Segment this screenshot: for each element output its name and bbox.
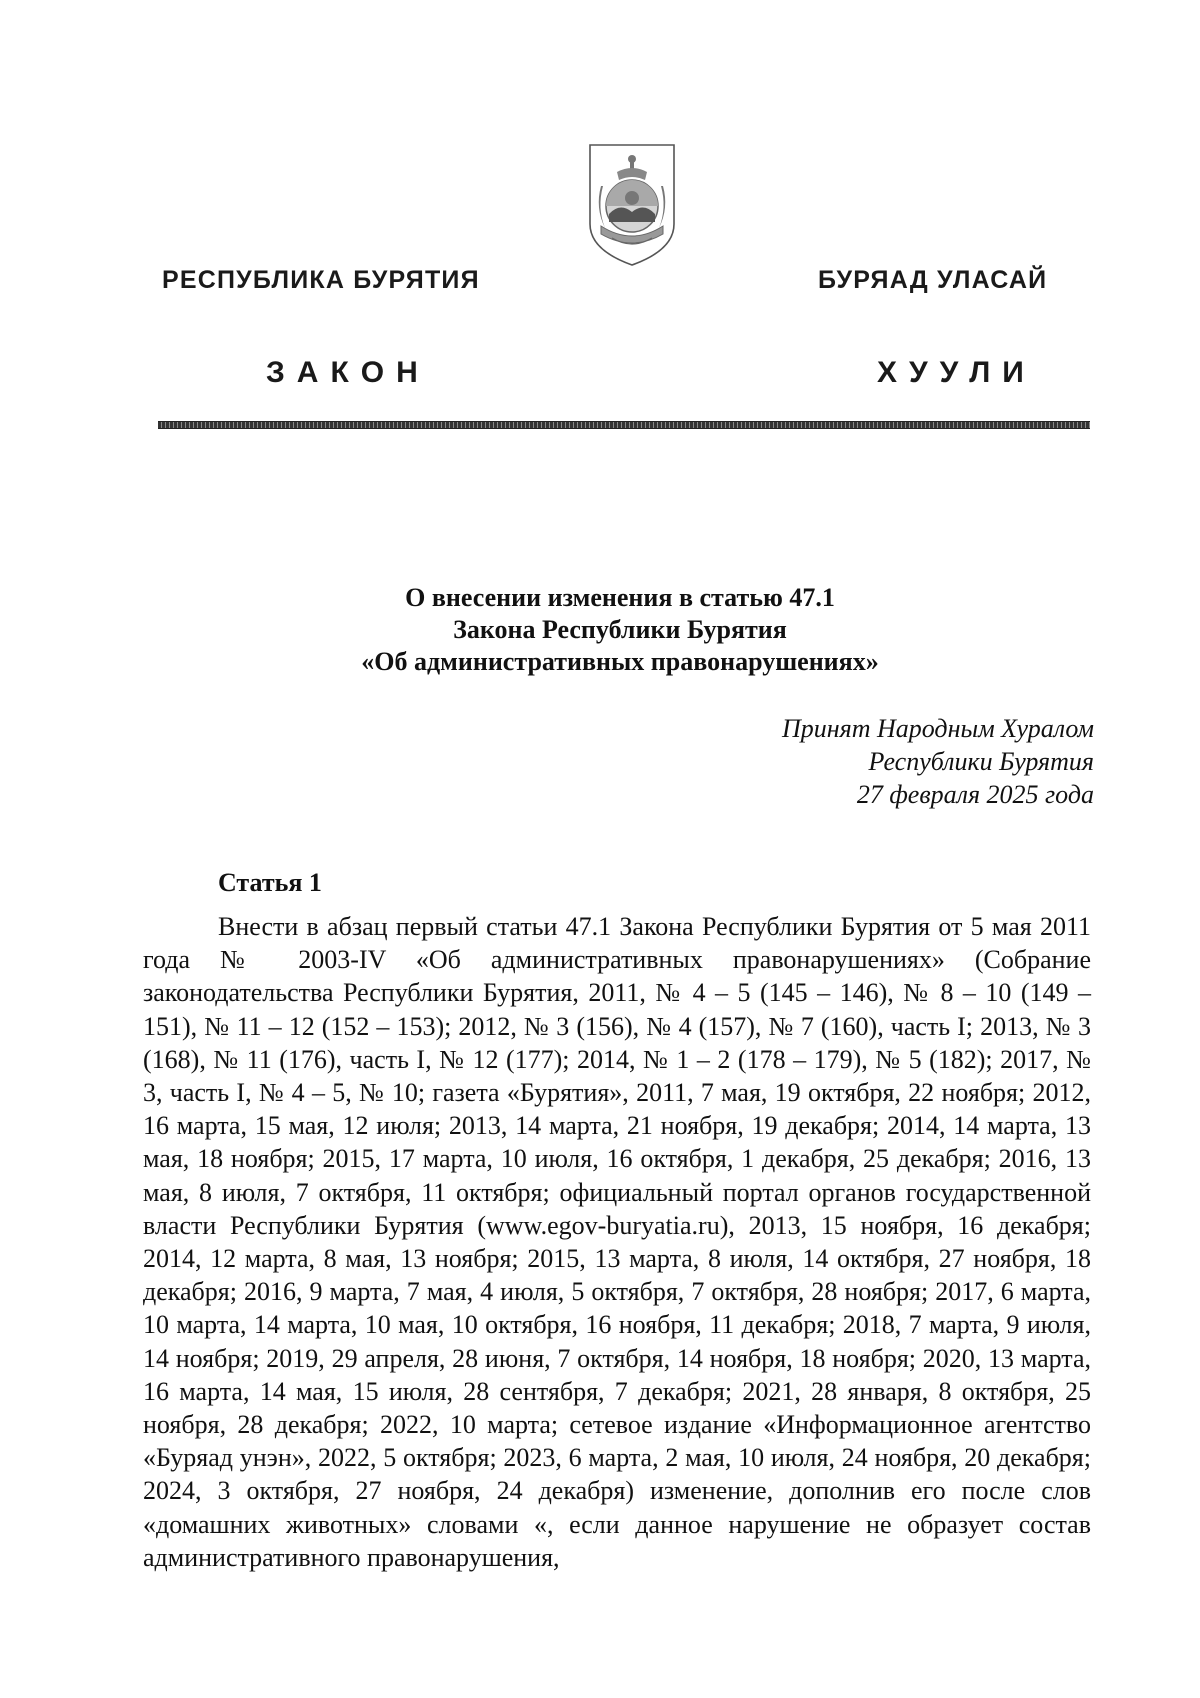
adoption-date: 27 февраля 2025 года: [856, 780, 1094, 809]
article-heading: Статья 1: [218, 868, 322, 897]
document-title: [200, 582, 1040, 678]
law-label-buryat: ХУУЛИ: [877, 356, 1036, 389]
law-label-russian: ЗАКОН: [266, 356, 430, 389]
header-right-title: БУРЯАД УЛАСАЙ: [818, 266, 1048, 294]
title-line-3: «Об административных правонарушениях»: [361, 647, 879, 676]
title-line-2: Закона Республики Бурятия: [453, 615, 787, 644]
coat-of-arms-icon: [587, 142, 677, 268]
header-left-title: РЕСПУБЛИКА БУРЯТИЯ: [162, 266, 480, 294]
title-line-1: О внесении изменения в статью 47.1: [405, 583, 835, 612]
adoption-line-1: Принят Народным Хуралом: [781, 714, 1094, 743]
adoption-line-2: Республики Бурятия: [868, 747, 1094, 776]
article-body: Внести в абзац первый статьи 47.1 Закона Республики Бурятия от 5 мая 2011 года № 2003-IV «Об административных правонарушениях» (Собрание законодательства Республики Бурятия, 2011, № 4 – 5 (145 – 146), № 8 – 10 (149 – 151), № 11 – 12 (152 – 153); 2012, № 3 (156), № 4 (157), № 7 (160), часть I; 2013, № 3 (168), № 11 (176), часть I, № 12 (177); 2014, № 1 – 2 (178 – 179), № 5 (182); 2017, № 3, часть I, № 4 – 5, № 10; газета «Бурятия», 2011, 7 мая, 19 октября, 22 ноября; 2012, 16 марта, 15 мая, 12 июля; 2013, 14 марта, 21 ноября, 19 декабря; 2014, 14 марта, 13 мая, 18 ноября; 2015, 17 марта, 10 июля, 16 октября, 1 декабря, 25 декабря; 2016, 13 мая, 8 июля, 7 октября, 11 октября; официальный портал органов государственной власти Республики Бурятия (www.egov-buryatia.ru), 2013, 15 ноября, 16 декабря; 2014, 12 марта, 8 мая, 13 ноября; 2015, 13 марта, 8 июля, 14 октября, 27 ноября, 18 декабря; 2016, 9 марта, 7 мая, 4 июля, 5 октября, 7 октября, 28 ноября; 2017, 6 марта, 10 марта, 14 марта, 10 мая, 10 октября, 16 ноября, 11 декабря; 2018, 7 марта, 9 июля, 14 ноября; 2019, 29 апреля, 28 июня, 7 октября, 14 ноября, 18 ноября; 2020, 13 марта, 16 марта, 14 мая, 15 июля, 28 сентября, 7 декабря; 2021, 28 января, 8 октября, 25 ноября, 28 декабря; 2022, 10 марта; сетевое издание «Информационное агентство «Буряад унэн», 2022, 5 октября; 2023, 6 марта, 2 мая, 10 июля, 24 ноября, 20 декабря; 2024, 3 октября, 27 ноября, 24 декабря) изменение, дополнив его после слов «домашних животных» словами «, если данное нарушение не образует состав административного правонарушения,: [143, 912, 1091, 1572]
adoption-note: [782, 712, 1094, 811]
header-divider: [158, 421, 1090, 429]
